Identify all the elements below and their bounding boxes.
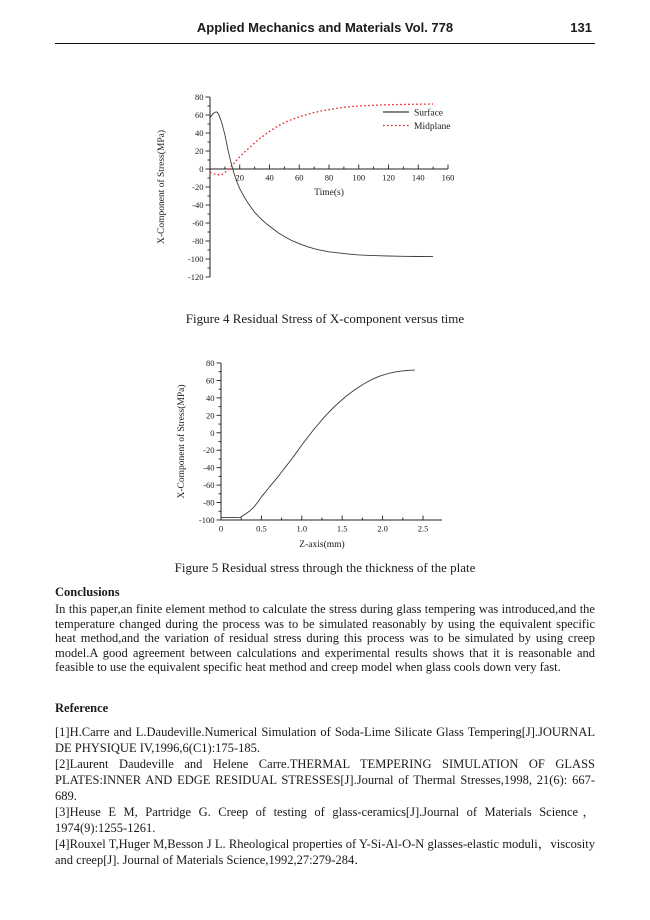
series-surface bbox=[210, 112, 433, 257]
x-axis-title: Time(s) bbox=[314, 188, 344, 198]
journal-title: Applied Mechanics and Materials Vol. 778 bbox=[196, 20, 454, 35]
conclusions-paragraph: In this paper,an finite element method to calculate the stress during glass tempering was introduced,and the temperature changed during the process was to be simulated reasonably by using the equivalent specific heat method,and the variation of residual stress during this process was to be simulated by using creep model.A good agreement between calculations and experimental results shows that it is reasonable and feasible to use the equivalent specific heat method and creep model when glass cools down very fast. bbox=[55, 602, 595, 674]
reference-heading: Reference bbox=[55, 700, 109, 715]
axes bbox=[210, 97, 451, 277]
legend-label: Midplane bbox=[414, 122, 451, 132]
y-axis-title: X-Component of Stress(MPa) bbox=[157, 130, 167, 244]
svg-text:40: 40 bbox=[206, 392, 215, 403]
legend-label: Surface bbox=[414, 108, 444, 119]
svg-text:80: 80 bbox=[195, 92, 204, 102]
svg-text:60: 60 bbox=[206, 375, 215, 386]
reference-item: [1]H.Carre and L.Daudeville.Numerical Simulation of Soda-Lime Silicate Glass Tempering[J].JOURNAL DE PHYSIQUE IV,1996,6(C1):175-185. bbox=[55, 724, 595, 755]
tick-labels bbox=[199, 358, 428, 534]
svg-text:100: 100 bbox=[352, 172, 366, 183]
tick-marks bbox=[217, 363, 424, 520]
x-axis-title: Z-axis(mm) bbox=[299, 540, 345, 550]
page-header bbox=[55, 20, 595, 35]
svg-text:160: 160 bbox=[441, 172, 455, 183]
svg-text:20: 20 bbox=[235, 172, 244, 183]
svg-text:80: 80 bbox=[206, 358, 215, 368]
svg-text:1.0: 1.0 bbox=[296, 523, 308, 534]
svg-text:-100: -100 bbox=[187, 254, 204, 264]
tick-marks bbox=[206, 97, 449, 277]
page-body bbox=[55, 585, 595, 868]
svg-text:-80: -80 bbox=[192, 236, 204, 246]
svg-text:-60: -60 bbox=[192, 218, 204, 228]
tick-labels bbox=[188, 92, 454, 282]
svg-text:0: 0 bbox=[210, 427, 215, 438]
header-divider bbox=[55, 43, 595, 44]
svg-text:60: 60 bbox=[195, 110, 204, 120]
svg-text:-80: -80 bbox=[203, 497, 215, 508]
svg-text:2.5: 2.5 bbox=[417, 523, 429, 534]
figure-5 bbox=[0, 349, 650, 576]
svg-text:-40: -40 bbox=[203, 462, 215, 473]
svg-text:20: 20 bbox=[206, 410, 215, 421]
y-axis-title: X-Component of Stress(MPa) bbox=[177, 384, 187, 499]
conclusions-heading: Conclusions bbox=[55, 585, 120, 599]
reference-item: [2]Laurent Daudeville and Helene Carre.THERMAL TEMPERING SIMULATION OF GLASS PLATES:INNER AND EDGE RESIDUAL STRESSES[J].Journal of Thermal Stresses,1998, 21(6): 667-689. bbox=[55, 756, 595, 803]
svg-text:2.0: 2.0 bbox=[377, 523, 388, 534]
svg-text:-40: -40 bbox=[192, 200, 204, 210]
svg-text:40: 40 bbox=[195, 128, 204, 138]
reference-list bbox=[55, 724, 595, 868]
figure5-chart bbox=[173, 349, 465, 556]
svg-text:0: 0 bbox=[218, 523, 224, 534]
series-residual-stress bbox=[221, 370, 415, 517]
figure5-caption: Figure 5 Residual stress through the thickness of the plate bbox=[174, 560, 476, 575]
figure4-caption: Figure 4 Residual Stress of X-component versus time bbox=[185, 311, 465, 326]
svg-text:1.5: 1.5 bbox=[336, 523, 348, 534]
svg-text:-60: -60 bbox=[203, 480, 215, 491]
svg-text:0.5: 0.5 bbox=[256, 523, 267, 534]
svg-text:140: 140 bbox=[411, 172, 425, 183]
svg-text:-20: -20 bbox=[203, 445, 215, 456]
svg-text:120: 120 bbox=[382, 172, 395, 183]
svg-text:60: 60 bbox=[295, 172, 304, 183]
svg-text:0: 0 bbox=[199, 164, 204, 174]
figure4-chart bbox=[153, 89, 465, 297]
series-midplane bbox=[210, 104, 433, 175]
figure-4 bbox=[0, 89, 650, 327]
reference-item: [4]Rouxel T,Huger M,Besson J L. Rheological properties of Y-Si-Al-O-N glasses-elastic moduli，viscosity and creep[J]. Journal of Materials Science,1992,27:279-284． bbox=[55, 836, 595, 867]
reference-item: [3]Heuse E M, Partridge G. Creep of testing of glass-ceramics[J].Journal of Materials Science，1974(9):1255-1261. bbox=[55, 804, 595, 835]
svg-text:80: 80 bbox=[324, 172, 334, 183]
axes bbox=[221, 363, 442, 520]
svg-text:40: 40 bbox=[265, 172, 274, 183]
svg-text:20: 20 bbox=[195, 146, 204, 156]
svg-text:-120: -120 bbox=[187, 272, 204, 282]
svg-text:-100: -100 bbox=[198, 515, 215, 525]
svg-text:-20: -20 bbox=[192, 182, 204, 192]
page-number: 131 bbox=[570, 20, 592, 35]
